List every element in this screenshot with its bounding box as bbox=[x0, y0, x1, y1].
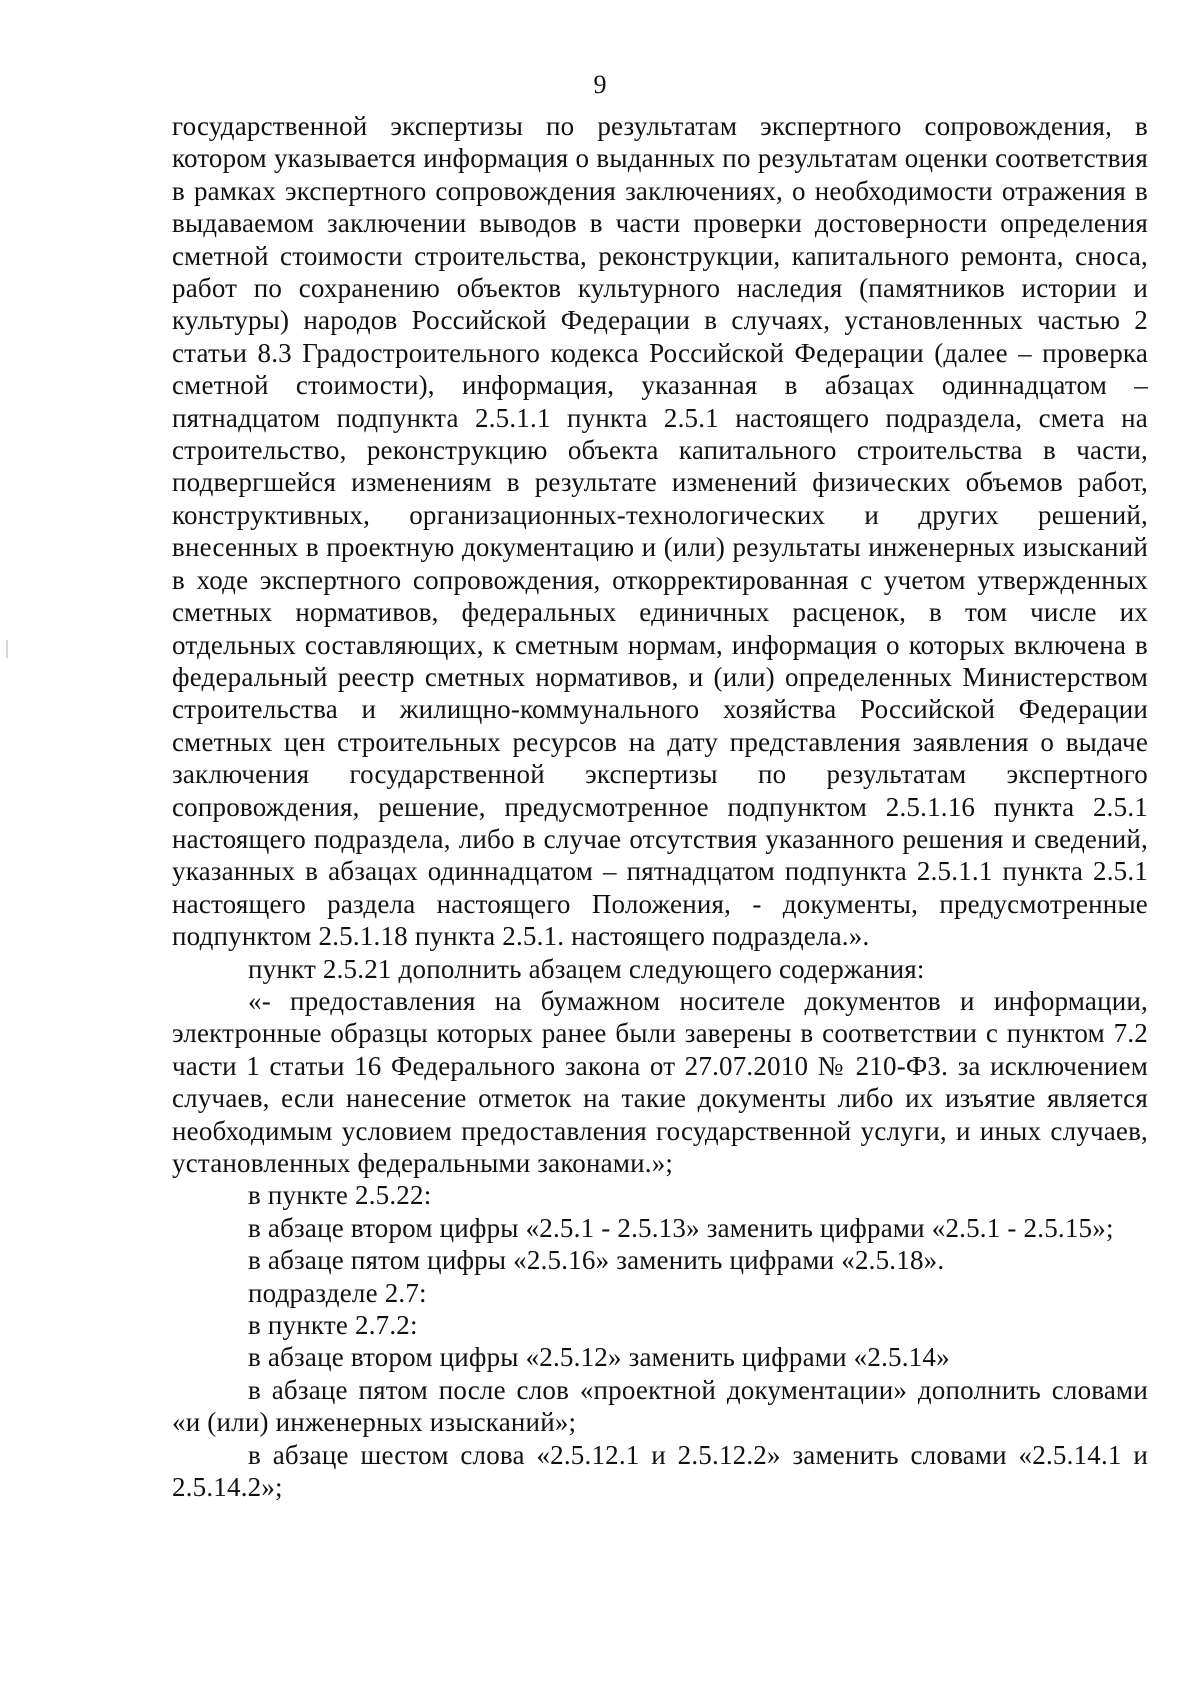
paragraph-amendment-2-5-21: пункт 2.5.21 дополнить абзацем следующего содержания: bbox=[248, 953, 925, 984]
scan-margin-mark bbox=[6, 640, 8, 658]
document-body bbox=[172, 110, 1148, 1503]
paragraph-point-2-5-22: в пункте 2.5.22: bbox=[248, 1180, 432, 1211]
paragraph-2-7-2-sixth-abzac: в абзаце шестом слова «2.5.12.1 и 2.5.12.2» заменить словами «2.5.14.1 и 2.5.14.2»; bbox=[172, 1439, 1148, 1503]
paragraph-point-2-7-2: в пункте 2.7.2: bbox=[248, 1310, 418, 1341]
paragraph-fifth-abzac: в абзаце пятом цифры «2.5.16» заменить цифрами «2.5.18». bbox=[248, 1245, 945, 1276]
paragraph-2-7-2-fifth-abzac: в абзаце пятом после слов «проектной документации» дополнить словами «и (или) инженерных изысканий»; bbox=[172, 1374, 1148, 1438]
paragraph-2-7-2-second-abzac: в абзаце втором цифры «2.5.12» заменить цифрами «2.5.14» bbox=[248, 1342, 950, 1373]
paragraph-subsection-2-7: подразделе 2.7: bbox=[248, 1277, 427, 1308]
paragraph-amendment-text: «- предоставления на бумажном носителе документов и информации, электронные образцы которых ранее были заверены в соответствии с пунктом 7.2 части 1 статьи 16 Федерального закона от 27.07.2010 № 210-ФЗ. за исключением случаев, если нанесение отметок на такие документы либо их изъятие является необходимым условием предоставления государственной услуги, и иных случаев, установленных федеральными законами.»; bbox=[172, 985, 1148, 1178]
page-number: 9 bbox=[593, 70, 607, 99]
paragraph-second-abzac: в абзаце втором цифры «2.5.1 - 2.5.13» заменить цифрами «2.5.1 - 2.5.15»; bbox=[248, 1212, 1114, 1243]
paragraph-continuation: государственной экспертизы по результатам экспертного сопровождения, в котором указывается информация о выданных по результатам оценки соответствия в рамках экспертного сопровождения заключениях, о необходимости отражения в выдаваемом заключении выводов в части проверки достоверности определения сметной стоимости строительства, реконструкции, капитального ремонта, сноса, работ по сохранению объектов культурного наследия (памятников истории и культуры) народов Российской Федерации в случаях, установленных частью 2 статьи 8.3 Градостроительного кодекса Российской Федерации (далее – проверка сметной стоимости), информация, указанная в абзацах одиннадцатом – пятнадцатом подпункта 2.5.1.1 пункта 2.5.1 настоящего подраздела, смета на строительство, реконструкцию объекта капитального строительства в части, подвергшейся изменениям в результате изменений физических объемов работ, конструктивных, организационных-технологических и других решений, внесенных в проектную документацию и (или) результаты инженерных изысканий в ходе экспертного сопровождения, откорректированная с учетом утвержденных сметных нормативов, федеральных единичных расценок, в том числе их отдельных составляющих, к сметным нормам, информация о которых включена в федеральный реестр сметных нормативов, и (или) определенных Министерством строительства и жилищно-коммунального хозяйства Российской Федерации сметных цен строительных ресурсов на дату представления заявления о выдаче заключения государственной экспертизы по результатам экспертного сопровождения, решение, предусмотренное подпунктом 2.5.1.16 пункта 2.5.1 настоящего подраздела, либо в случае отсутствия указанного решения и сведений, указанных в абзацах одиннадцатом – пятнадцатом подпункта 2.5.1.1 пункта 2.5.1 настоящего раздела настоящего Положения, - документы, предусмотренные подпунктом 2.5.1.18 пункта 2.5.1. настоящего подраздела.». bbox=[172, 111, 1148, 952]
